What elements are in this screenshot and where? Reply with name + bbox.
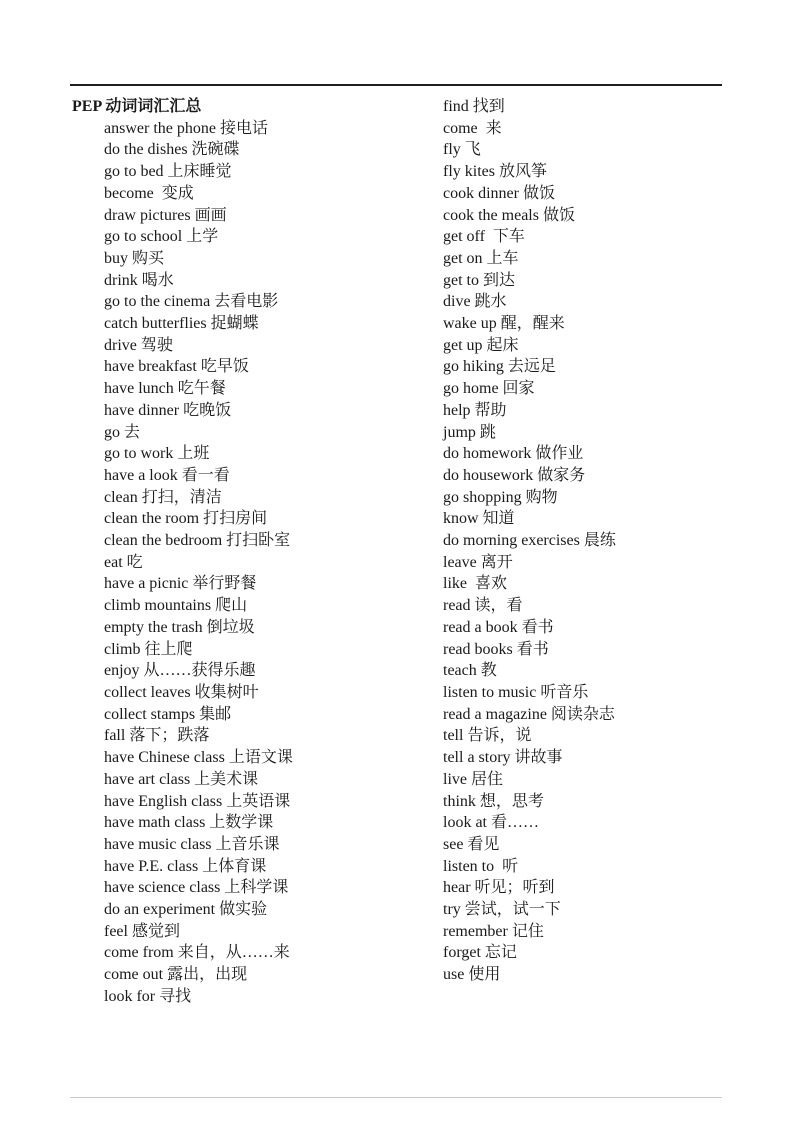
- vocab-entry: have science class 上科学课: [104, 879, 289, 897]
- vocab-entry: collect stamps 集邮: [104, 705, 232, 723]
- vocab-entry: draw pictures 画画: [104, 206, 227, 224]
- vocab-entry: fall 落下；跌落: [104, 727, 210, 745]
- vocab-entry: leave 离开: [443, 553, 513, 571]
- vocab-entry: have English class 上英语课: [104, 792, 291, 810]
- vocab-entry: use 使用: [443, 966, 501, 984]
- vocab-entry: have P.E. class 上体育课: [104, 857, 267, 875]
- vocab-entry: feel 感觉到: [104, 922, 180, 940]
- vocab-entry: go shopping 购物: [443, 488, 558, 506]
- vocab-entry: buy 购买: [104, 249, 165, 267]
- vocab-entry: clean the bedroom 打扫卧室: [104, 532, 291, 550]
- page-content: [72, 96, 743, 1008]
- vocab-entry: go 去: [104, 423, 141, 441]
- vocab-entry: go to school 上学: [104, 228, 219, 246]
- vocab-entry: get on 上车: [443, 249, 519, 267]
- vocab-entry: have Chinese class 上语文课: [104, 749, 293, 767]
- vocab-entry: wake up 醒，醒来: [443, 315, 565, 333]
- vocab-entry: cook the meals 做饭: [443, 206, 575, 224]
- vocab-entry: do an experiment 做实验: [104, 901, 268, 919]
- vocab-entry: have a picnic 举行野餐: [104, 575, 257, 593]
- vocab-list-left: [72, 118, 443, 1008]
- vocab-entry: climb mountains 爬山: [104, 597, 248, 615]
- vocab-entry: do the dishes 洗碗碟: [104, 141, 240, 159]
- vocab-entry: come 来: [443, 119, 502, 137]
- vocab-entry: help 帮助: [443, 401, 507, 419]
- vocab-entry: enjoy 从……获得乐趣: [104, 662, 256, 680]
- page-title: PEP 动词词汇汇总: [72, 98, 202, 115]
- vocab-entry: have dinner 吃晚饭: [104, 401, 232, 419]
- vocab-entry: do housework 做家务: [443, 466, 586, 484]
- vocab-entry: clean 打扫，清洁: [104, 488, 222, 506]
- vocab-entry: climb 往上爬: [104, 640, 193, 658]
- vocab-entry: have lunch 吃午餐: [104, 380, 226, 398]
- vocab-entry: think 想，思考: [443, 792, 544, 810]
- vocab-entry: do morning exercises 晨练: [443, 532, 616, 550]
- vocab-entry: get off 下车: [443, 228, 525, 246]
- vocab-entry: do homework 做作业: [443, 445, 584, 463]
- vocab-entry: go to the cinema 去看电影: [104, 293, 279, 311]
- vocab-entry: clean the room 打扫房间: [104, 510, 268, 528]
- vocab-entry: tell 告诉，说: [443, 727, 532, 745]
- vocab-entry: know 知道: [443, 510, 515, 528]
- vocab-entry: fly kites 放风筝: [443, 163, 547, 181]
- vocab-list-right: [443, 96, 743, 986]
- vocab-entry: dive 跳水: [443, 293, 507, 311]
- vocab-entry: have art class 上美术课: [104, 770, 259, 788]
- vocab-entry: hear 听见；听到: [443, 879, 555, 897]
- vocab-entry: get to 到达: [443, 271, 515, 289]
- vocab-entry: drink 喝水: [104, 271, 174, 289]
- vocab-entry: go home 回家: [443, 380, 535, 398]
- header-rule: [70, 84, 722, 86]
- vocab-entry: collect leaves 收集树叶: [104, 683, 259, 701]
- vocab-entry: go to bed 上床睡觉: [104, 163, 232, 181]
- vocab-entry: come from 来自，从……来: [104, 944, 290, 962]
- vocab-entry: read a magazine 阅读杂志: [443, 705, 615, 723]
- vocab-entry: see 看见: [443, 835, 500, 853]
- vocab-entry: remember 记住: [443, 922, 544, 940]
- footer-rule: [70, 1097, 722, 1098]
- vocab-entry: forget 忘记: [443, 944, 517, 962]
- vocab-entry: teach 教: [443, 662, 497, 680]
- vocab-entry: jump 跳: [443, 423, 496, 441]
- vocab-entry: look for 寻找: [104, 987, 192, 1005]
- right-column: [443, 96, 743, 986]
- vocab-entry: come out 露出，出现: [104, 966, 248, 984]
- vocab-entry: read 读，看: [443, 597, 523, 615]
- vocab-entry: answer the phone 接电话: [104, 119, 268, 137]
- vocab-entry: listen to 听: [443, 857, 519, 875]
- vocab-entry: read a book 看书: [443, 618, 554, 636]
- vocab-entry: go hiking 去远足: [443, 358, 556, 376]
- left-column: [72, 96, 443, 1008]
- vocab-entry: catch butterflies 捉蝴蝶: [104, 315, 259, 333]
- vocab-entry: tell a story 讲故事: [443, 749, 563, 767]
- vocab-entry: have breakfast 吃早饭: [104, 358, 249, 376]
- vocab-entry: fly 飞: [443, 141, 481, 159]
- vocab-entry: like 喜欢: [443, 575, 507, 593]
- vocab-entry: have a look 看一看: [104, 466, 230, 484]
- vocab-entry: find 找到: [443, 98, 505, 115]
- vocab-entry: cook dinner 做饭: [443, 184, 555, 202]
- vocab-entry: get up 起床: [443, 336, 519, 354]
- vocab-entry: become 变成: [104, 184, 194, 202]
- vocab-entry: read books 看书: [443, 640, 549, 658]
- vocab-entry: live 居住: [443, 770, 503, 788]
- vocab-entry: eat 吃: [104, 553, 143, 571]
- vocab-entry: empty the trash 倒垃圾: [104, 618, 255, 636]
- vocab-entry: try 尝试，试一下: [443, 901, 561, 919]
- vocab-entry: have math class 上数学课: [104, 814, 274, 832]
- vocab-entry: listen to music 听音乐: [443, 683, 589, 701]
- vocab-entry: look at 看……: [443, 814, 539, 832]
- vocab-entry: drive 驾驶: [104, 336, 173, 354]
- vocab-entry: have music class 上音乐课: [104, 835, 280, 853]
- vocab-entry: go to work 上班: [104, 445, 210, 463]
